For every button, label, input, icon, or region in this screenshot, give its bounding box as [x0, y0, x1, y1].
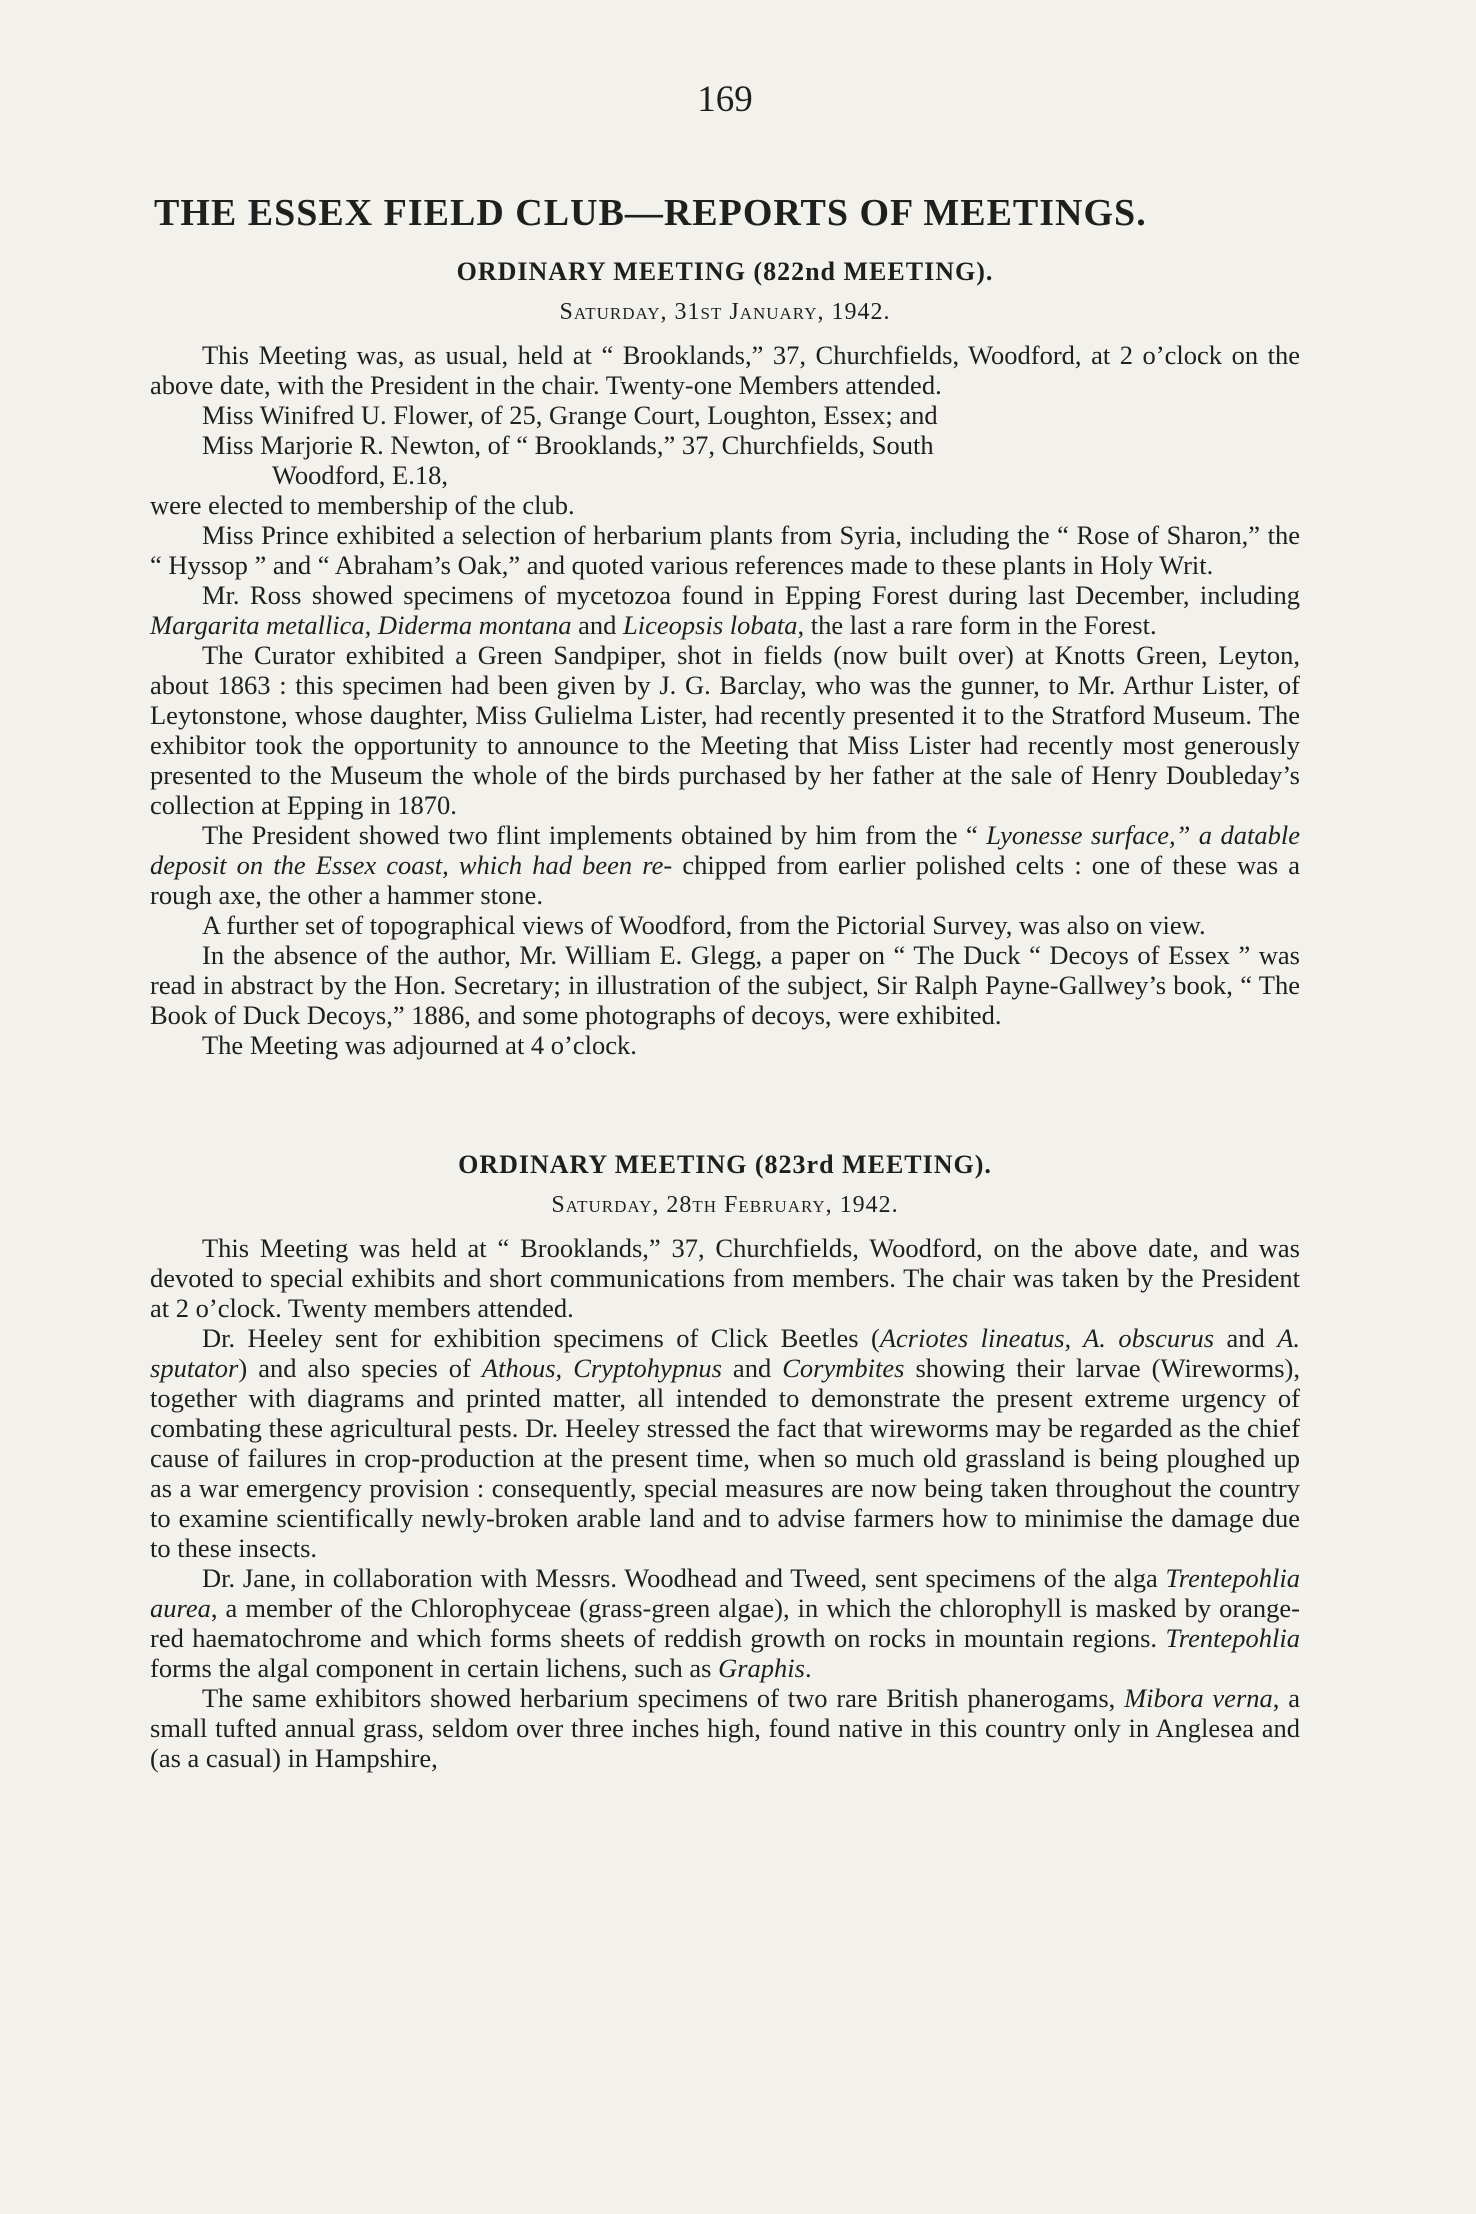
meeting-heading-823: ORDINARY MEETING (823rd MEETING).	[458, 1150, 992, 1179]
paragraph-same-exhibitors: The same exhibitors showed herbarium specimens of two rare British phanerogams, Mibora verna, a small tufted annual grass, seldom over three inches high, found native in this country only in Anglesea and (as a casual) in Hampshire,	[150, 1683, 1300, 1773]
member-flower: Miss Winifred U. Flower, of 25, Grange Court, Loughton, Essex; and	[202, 400, 938, 430]
section-gap	[150, 1060, 1300, 1150]
elected-line: were elected to membership of the club.	[150, 490, 575, 520]
member-newton: Miss Marjorie R. Newton, of “ Brooklands,” 37, Churchfields, South	[202, 430, 934, 460]
meeting-heading-822: ORDINARY MEETING (822nd MEETING).	[456, 257, 994, 286]
page-number: 169	[697, 79, 753, 120]
new-members-list	[150, 400, 1300, 490]
meeting-date-822: Saturday, 31st January, 1942.	[559, 299, 891, 325]
paragraph-curator: The Curator exhibited a Green Sandpiper, shot in fields (now built over) at Knotts Green, Leyton, about 1863 : this specimen had been given by J. G. Barclay, who was the gunner, to Mr. Arthur Lister, of Leytonstone, whose daughter, Miss Gulielma Lister, had recently presented it to the Stratford Museum. The exhibitor took the opportunity to announce to the Meeting that Miss Lister had recently most generously presented to the Museum the whole of the birds purchased by her father at the sale of Henry Doubleday’s collection at Epping in 1870.	[150, 640, 1300, 820]
page-title: THE ESSEX FIELD CLUB—REPORTS OF MEETINGS.	[154, 192, 1147, 234]
paragraph-president: The President showed two flint implements obtained by him from the “ Lyonesse surface,” a datable deposit on the Essex coast, which had been re- chipped from earlier polished celts : one of these was a rough axe, the other a hammer stone.	[150, 820, 1301, 910]
paragraph-ross: Mr. Ross showed specimens of mycetozoa found in Epping Forest during last December, including Margarita metallica, Diderma montana and Liceopsis lobata, the last a rare form in the Forest.	[150, 580, 1300, 640]
paragraph-heeley: Dr. Heeley sent for exhibition specimens of Click Beetles (Acriotes lineatus, A. obscurus and A. sputator) and also species of Athous, Cryptohypnus and Corymbites showing their larvae (Wireworms), together with diagrams and printed matter, all intended to demonstrate the present extreme urgency of combating these agricultural pests. Dr. Heeley stressed the fact that wireworms may be regarded as the chief cause of failures in crop-production at the present time, when so much old grassland is being ploughed up as a war emergency provision : consequently, special measures are now being taken throughout the country to examine scientifically newly-broken arable land and to advise farmers how to minimise the damage due to these insects.	[150, 1323, 1300, 1563]
meeting-823-intro: This Meeting was held at “ Brooklands,” 37, Churchfields, Woodford, on the above date, and was devoted to special exhibits and short communications from members. The chair was taken by the President at 2 o’clock. Twenty members attended.	[150, 1233, 1300, 1323]
paragraph-adjourned: The Meeting was adjourned at 4 o’clock.	[202, 1030, 637, 1060]
meeting-date-823: Saturday, 28th February, 1942.	[551, 1192, 899, 1218]
paragraph-jane: Dr. Jane, in collaboration with Messrs. Woodhead and Tweed, sent specimens of the alga Trentepohlia aurea, a member of the Chlorophyceae (grass-green algae), in which the chlorophyll is masked by orange-red haematochrome and which forms sheets of reddish growth on rocks in mountain regions. Trentepohlia forms the algal component in certain lichens, such as Graphis.	[150, 1563, 1300, 1683]
paragraph-prince: Miss Prince exhibited a selection of herbarium plants from Syria, including the “ Rose of Sharon,” the “ Hyssop ” and “ Abraham’s Oak,” and quoted various references made to these plants in Holy Writ.	[150, 520, 1300, 580]
meeting-822-intro: This Meeting was, as usual, held at “ Brooklands,” 37, Churchfields, Woodford, at 2 o’clock on the above date, with the President in the chair. Twenty-one Members attended.	[150, 340, 1300, 400]
paragraph-topographical: A further set of topographical views of Woodford, from the Pictorial Survey, was also on view.	[202, 910, 1206, 940]
member-newton-address: Woodford, E.18,	[272, 460, 448, 490]
paragraph-glegg: In the absence of the author, Mr. William E. Glegg, a paper on “ The Duck “ Decoys of Essex ” was read in abstract by the Hon. Secretary; in illustration of the subject, Sir Ralph Payne-Gallwey’s book, “ The Book of Duck Decoys,” 1886, and some photographs of decoys, were exhibited.	[150, 940, 1300, 1030]
